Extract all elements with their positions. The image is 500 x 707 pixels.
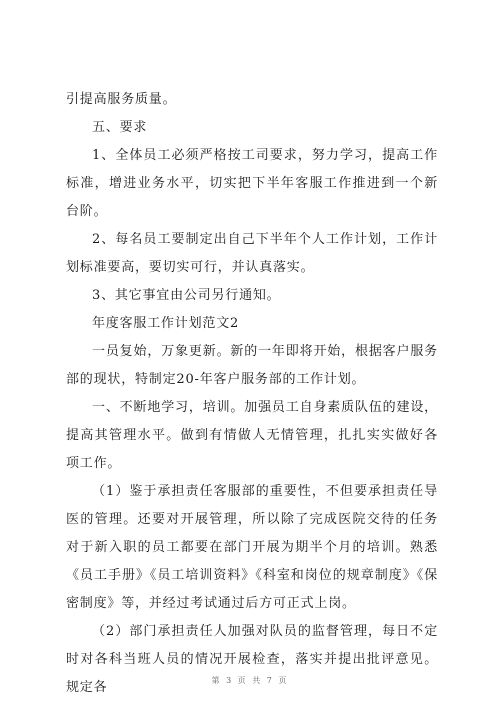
document-body bbox=[66, 86, 438, 702]
paragraph-5: 3、其它事宜由公司另行通知。 bbox=[92, 288, 281, 303]
paragraph-1: 引提高服务质量。 bbox=[66, 92, 177, 107]
section-heading: 年度客服工作计划范文2 bbox=[92, 316, 240, 331]
page-number-footer: 第 3 页 共 7 页 bbox=[211, 676, 289, 685]
paragraph-4: 2、每名员工要制定出自己下半年个人工作计划，工作计划标准要高，要切实可行，并认真落实。 bbox=[66, 232, 438, 275]
paragraph-9: （1）鉴于承担责任客服部的重要性，不但要承担责任导医的管理。还要对开展管理，所以除了完成医院交待的任务对于新入职的员工都要在部门开展为期半个月的培训。熟悉《员工手册》《员工培训资料》《科室和岗位的规章制度》《保密制度》等，并经过考试通过后方可正式上岗。 bbox=[66, 484, 438, 611]
paragraph-3: 1、全体员工必须严格按工司要求，努力学习，提高工作标准，增进业务水平，切实把下半年客服工作推进到一个新台阶。 bbox=[66, 148, 438, 219]
paragraph-8: 一、不断地学习，培训。加强员工自身素质队伍的建设，提高其管理水平。做到有情做人无情管理，扎扎实实做好各项工作。 bbox=[66, 400, 438, 471]
paragraph-10: （2）部门承担责任人加强对队员的监督管理，每日不定时对各科当班人员的情况开展检查，落实并提出批评意见。规定各 bbox=[66, 624, 438, 695]
paragraph-2: 五、要求 bbox=[92, 120, 148, 135]
paragraph-7: 一员复始，万象更新。新的一年即将开始，根据客户服务部的现状，特制定20-年客户服务部的工作计划。 bbox=[66, 344, 438, 387]
